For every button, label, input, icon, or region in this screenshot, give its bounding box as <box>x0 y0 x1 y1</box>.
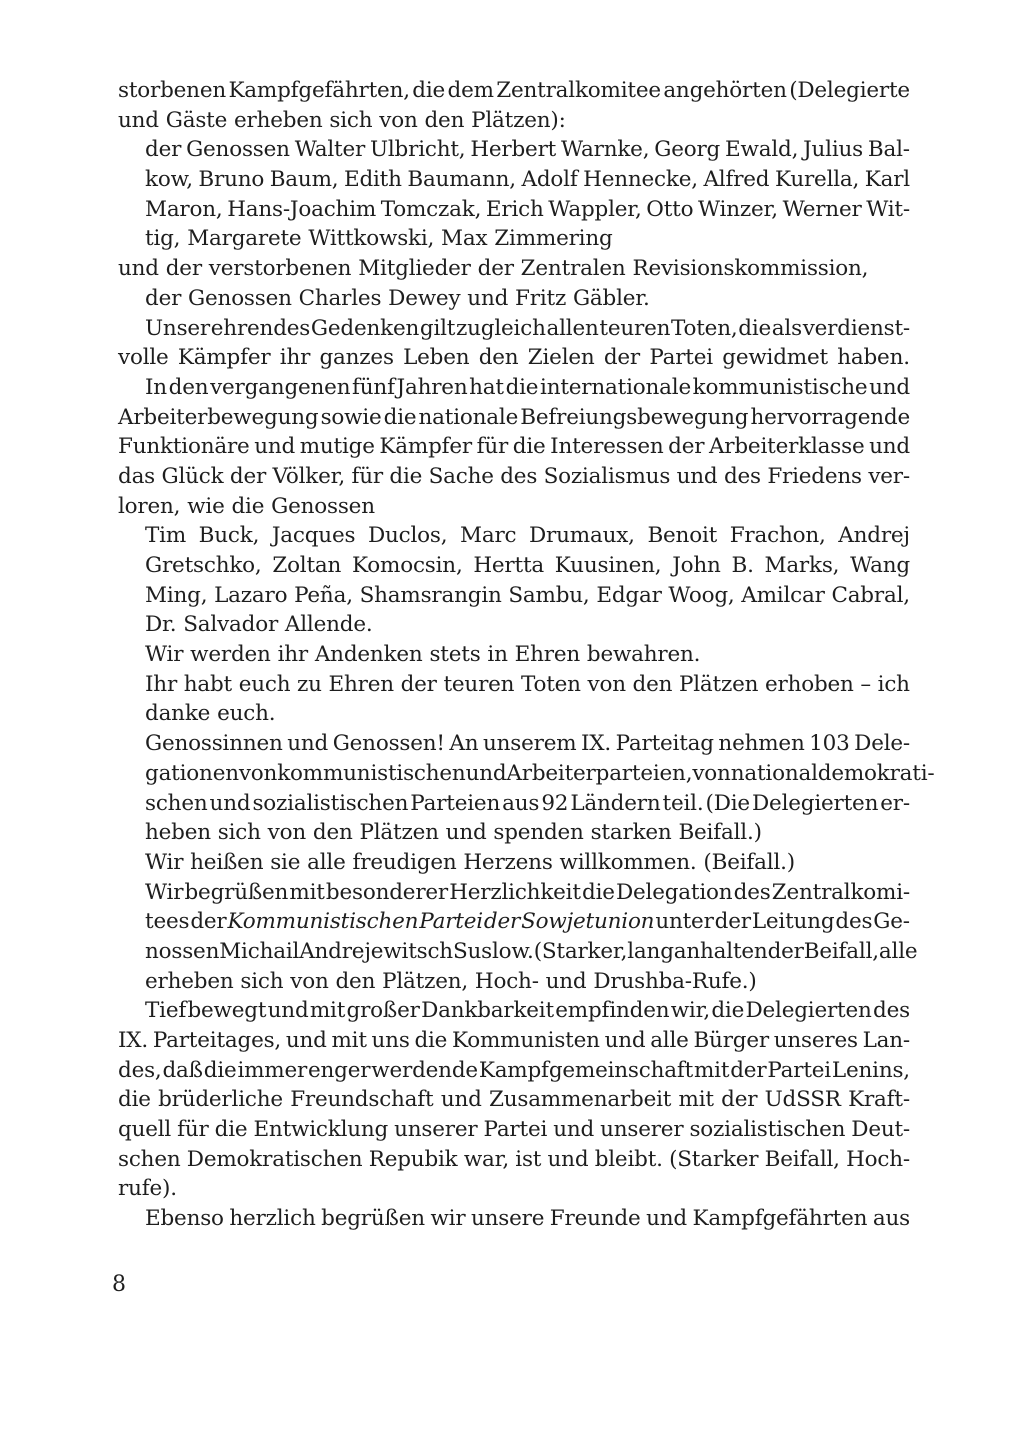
text-line: Unser ehrendes Gedenken gilt zugleich allen teuren Toten, die als verdienst- <box>145 315 910 341</box>
text-line: rufe). <box>118 1176 177 1202</box>
text-line: Maron, Hans-Joachim Tomczak, Erich Wappler, Otto Winzer, Werner Wit- <box>145 196 910 222</box>
text-line: kow, Bruno Baum, Edith Baumann, Adolf Hennecke, Alfred Kurella, Karl <box>145 167 910 193</box>
text-line: tig, Margarete Wittkowski, Max Zimmering <box>145 226 613 252</box>
text-line: Ming, Lazaro Peña, Shamsrangin Sambu, Edgar Woog, Amilcar Cabral, <box>145 582 910 608</box>
text-line: gationen von kommunistischen und Arbeiterparteien, von nationaldemokrati- <box>145 760 935 786</box>
text-line: und der verstorbenen Mitglieder der Zentralen Revisionskommission, <box>118 256 869 282</box>
text-line: storbenen Kampfgefährten, die dem Zentralkomitee angehörten (Delegierte <box>118 78 910 103</box>
text-line: Ebenso herzlich begrüßen wir unsere Freunde und Kampfgefährten aus <box>145 1206 910 1232</box>
text-line: loren, wie die Genossen <box>118 493 375 519</box>
text-line: Dr. Salvador Allende. <box>145 612 373 638</box>
text-line: die brüderliche Freundschaft und Zusammenarbeit mit der UdSSR Kraft- <box>118 1087 910 1113</box>
text-line: Funktionäre und mutige Kämpfer für die Interessen der Arbeiterklasse und <box>118 434 910 460</box>
document-body <box>118 76 935 1234</box>
text-line: Gretschko, Zoltan Komocsin, Hertta Kuusinen, John B. Marks, Wang <box>145 553 910 578</box>
text-line: heben sich von den Plätzen und spenden starken Beifall.) <box>145 820 762 846</box>
text-line: In den vergangenen fünf Jahren hat die internationale kommunistische und <box>145 374 910 400</box>
text-line: Tim Buck, Jacques Duclos, Marc Drumaux, Benoit Frachon, Andrej <box>145 523 910 549</box>
text-line: Wir begrüßen mit besonderer Herzlichkeit die Delegation des Zentralkomi- <box>145 879 910 905</box>
text-line: tees der Kommunistischen Partei der Sowjetunion unter der Leitung des Ge- <box>145 909 910 935</box>
text-line: Wir werden ihr Andenken stets in Ehren bewahren. <box>145 642 701 668</box>
text-line: das Glück der Völker, für die Sache des Sozialismus und des Friedens ver- <box>118 463 910 489</box>
text-line: des, daß die immer enger werdende Kampfgemeinschaft mit der Partei Lenins, <box>118 1057 910 1083</box>
text-line: der Genossen Walter Ulbricht, Herbert Warnke, Georg Ewald, Julius Bal- <box>145 137 910 163</box>
text-line: Ihr habt euch zu Ehren der teuren Toten von den Plätzen erhoben – ich <box>145 671 910 697</box>
text-line: schen und sozialistischen Parteien aus 92 Ländern teil. (Die Delegierten er- <box>145 790 910 816</box>
page-number: 8 <box>112 1272 126 1297</box>
text-line: volle Kämpfer ihr ganzes Leben den Zielen der Partei gewidmet haben. <box>118 345 910 371</box>
text-line: Genossinnen und Genossen! An unserem IX. Parteitag nehmen 103 Dele- <box>145 731 910 757</box>
text-line: schen Demokratischen Repubik war, ist und bleibt. (Starker Beifall, Hoch- <box>118 1146 910 1172</box>
text-line: Wir heißen sie alle freudigen Herzens willkommen. (Beifall.) <box>145 849 795 875</box>
text-line: quell für die Entwicklung unserer Partei und unserer sozialistischen Deut- <box>118 1117 910 1143</box>
text-line: danke euch. <box>145 701 276 727</box>
text-line: IX. Parteitages, und mit uns die Kommunisten und alle Bürger unseres Lan- <box>118 1028 910 1053</box>
text-line: nossen Michail Andrejewitsch Suslow. (Starker, lang anhaltender Beifall, alle <box>145 938 918 964</box>
text-line: Tief bewegt und mit großer Dankbarkeit empfinden wir, die Delegierten des <box>145 998 910 1024</box>
text-line: Arbeiterbewegung sowie die nationale Befreiungsbewegung hervorragende <box>118 404 910 430</box>
text-line: und Gäste erheben sich von den Plätzen): <box>118 107 566 133</box>
text-line: der Genossen Charles Dewey und Fritz Gäbler. <box>145 285 650 311</box>
text-line: erheben sich von den Plätzen, Hoch- und Drushba-Rufe.) <box>145 968 757 994</box>
